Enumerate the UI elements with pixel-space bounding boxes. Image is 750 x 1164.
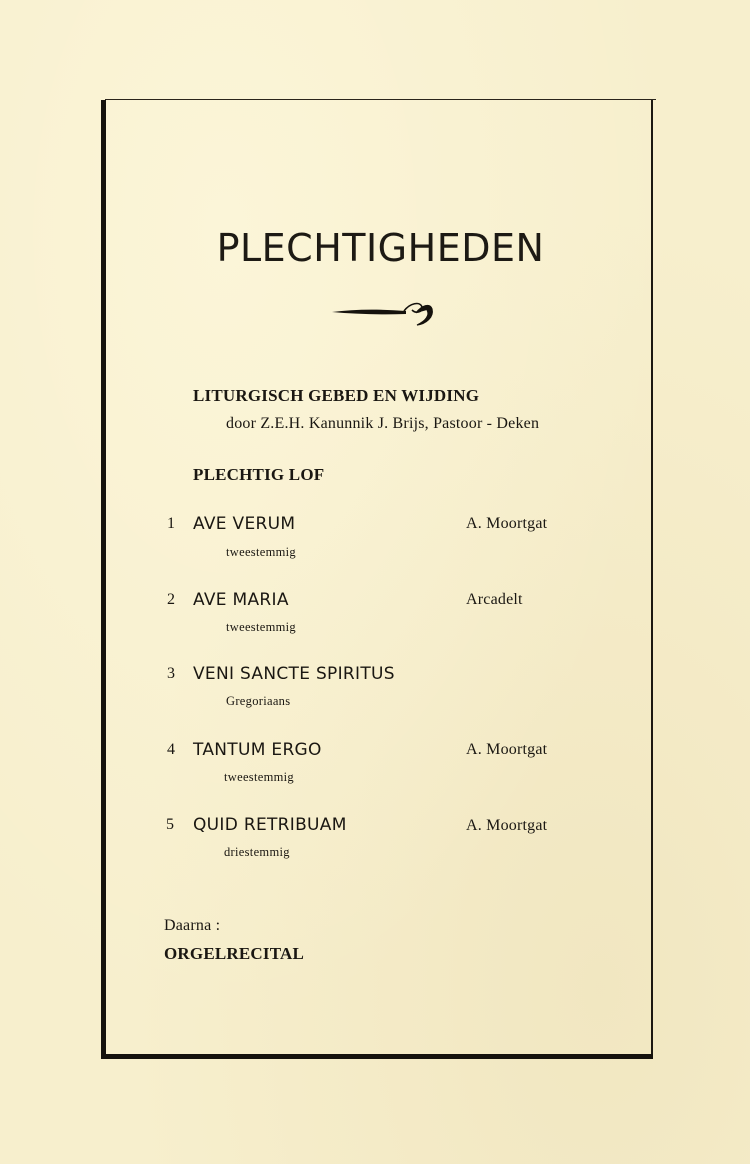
item-voices: driestemmig xyxy=(224,845,290,859)
item-voices: tweestemmig xyxy=(226,620,296,634)
item-number: 3 xyxy=(167,665,175,682)
item-number: 4 xyxy=(167,741,175,758)
page-title: PLECHTIGHEDEN xyxy=(216,226,545,270)
liturgy-heading: LITURGISCH GEBED EN WIJDING xyxy=(193,386,480,405)
item-title: AVE MARIA xyxy=(193,590,289,610)
item-title: VENI SANCTE SPIRITUS xyxy=(193,664,395,684)
item-composer: A. Moortgat xyxy=(466,817,548,834)
item-voices: tweestemmig xyxy=(226,545,296,559)
flourish-ornament-icon xyxy=(330,295,436,327)
item-number: 5 xyxy=(166,816,174,833)
item-composer: A. Moortgat xyxy=(466,741,548,758)
frame-left-border xyxy=(101,100,106,1058)
frame-bottom-border xyxy=(101,1054,653,1059)
item-number: 2 xyxy=(167,591,175,608)
lof-heading: PLECHTIG LOF xyxy=(193,465,325,484)
after-label: Daarna : xyxy=(164,917,221,934)
liturgy-officiant: door Z.E.H. Kanunnik J. Brijs, Pastoor - Deken xyxy=(226,415,540,432)
item-composer: Arcadelt xyxy=(466,591,523,608)
after-heading: ORGELRECITAL xyxy=(164,944,305,963)
item-voices: tweestemmig xyxy=(224,770,294,784)
item-voices: Gregoriaans xyxy=(226,694,291,708)
item-number: 1 xyxy=(167,515,175,532)
item-composer: A. Moortgat xyxy=(466,515,548,532)
item-title: QUID RETRIBUAM xyxy=(193,815,347,835)
frame-right-border xyxy=(651,100,653,1058)
frame-top-border xyxy=(105,99,656,100)
item-title: AVE VERUM xyxy=(193,514,296,534)
item-title: TANTUM ERGO xyxy=(193,740,322,760)
